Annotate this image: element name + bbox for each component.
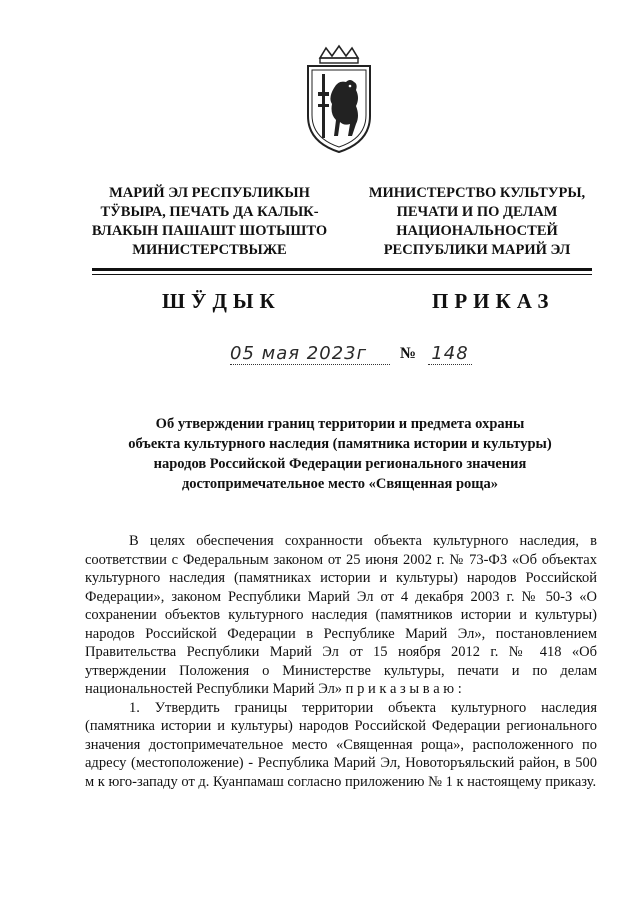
number-sign: № — [400, 345, 417, 362]
coat-of-arms-mari-el-icon — [298, 44, 380, 156]
issuer-name-russian — [352, 184, 602, 260]
preamble-paragraph: В целях обеспечения сохранности объекта культурного наследия, в соответствии с Федеральным законом от 25 июня 2002 г. № 73-ФЗ «Об объектах культурного наследия (памятниках истории и культуры) народов Российской Федерации», законом Республики Марий Эл от 4 декабря 2003 г. № 50-З «О сохранении объектов культурного наследия (памятников истории и культуры) народов Российской Федерации в Республике Марий Эл», постановлением Правительства Республики Марий Эл от 15 ноября 2012 г. № 418 «Об утверждении Положения о Министерстве культуры, печати и по делам национальностей Республики Марий Эл» п р и к а з ы в а ю : — [85, 533, 597, 697]
issuer-line: ПЕЧАТИ И ПО ДЕЛАМ — [396, 204, 558, 220]
clause-1-paragraph: 1. Утвердить границы территории объекта культурного наследия (памятника истории и культуры) народов Российской Федерации регионального значения достопримечательное место «Священная роща», расположенного по адресу (местоположение) - Республика Марий Эл, Новоторъяльский район, в 500 м к юго-западу от д. Куанпамаш согласно приложению № 1 к настоящему приказу. — [85, 699, 597, 790]
header-divider-thin — [92, 274, 592, 275]
issuer-line: МИНИСТЕРСТВЫЖЕ — [132, 242, 287, 258]
header-divider-thick — [92, 268, 592, 271]
doc-type-mari: ШӰДЫК — [162, 289, 281, 313]
issuer-name-mari — [82, 184, 337, 260]
issuer-line: ТӰВЫРА, ПЕЧАТЬ ДА КАЛЫК- — [100, 204, 319, 220]
issuer-line: НАЦИОНАЛЬНОСТЕЙ — [396, 223, 558, 239]
doc-type-russian: ПРИКАЗ — [432, 289, 555, 313]
order-title — [110, 414, 570, 494]
title-line: достопримечательное место «Священная роща» — [181, 476, 499, 492]
handwritten-order-number: 148 — [428, 343, 472, 365]
order-body — [85, 532, 597, 791]
title-line: объекта культурного наследия (памятника истории и культуры) — [128, 436, 552, 452]
title-line: Об утверждении границ территории и предмета охраны — [155, 416, 525, 432]
issuer-line: МИНИСТЕРСТВО КУЛЬТУРЫ, — [368, 185, 586, 201]
issuer-line: ВЛАКЫН ПАШАШТ ШОТЫШТО — [91, 223, 328, 239]
issuer-line: РЕСПУБЛИКИ МАРИЙ ЭЛ — [383, 242, 571, 258]
title-line: народов Российской Федерации регионального значения — [153, 456, 527, 472]
handwritten-date: 05 мая 2023г — [230, 343, 390, 365]
issuer-line: МАРИЙ ЭЛ РЕСПУБЛИКЫН — [109, 185, 310, 201]
